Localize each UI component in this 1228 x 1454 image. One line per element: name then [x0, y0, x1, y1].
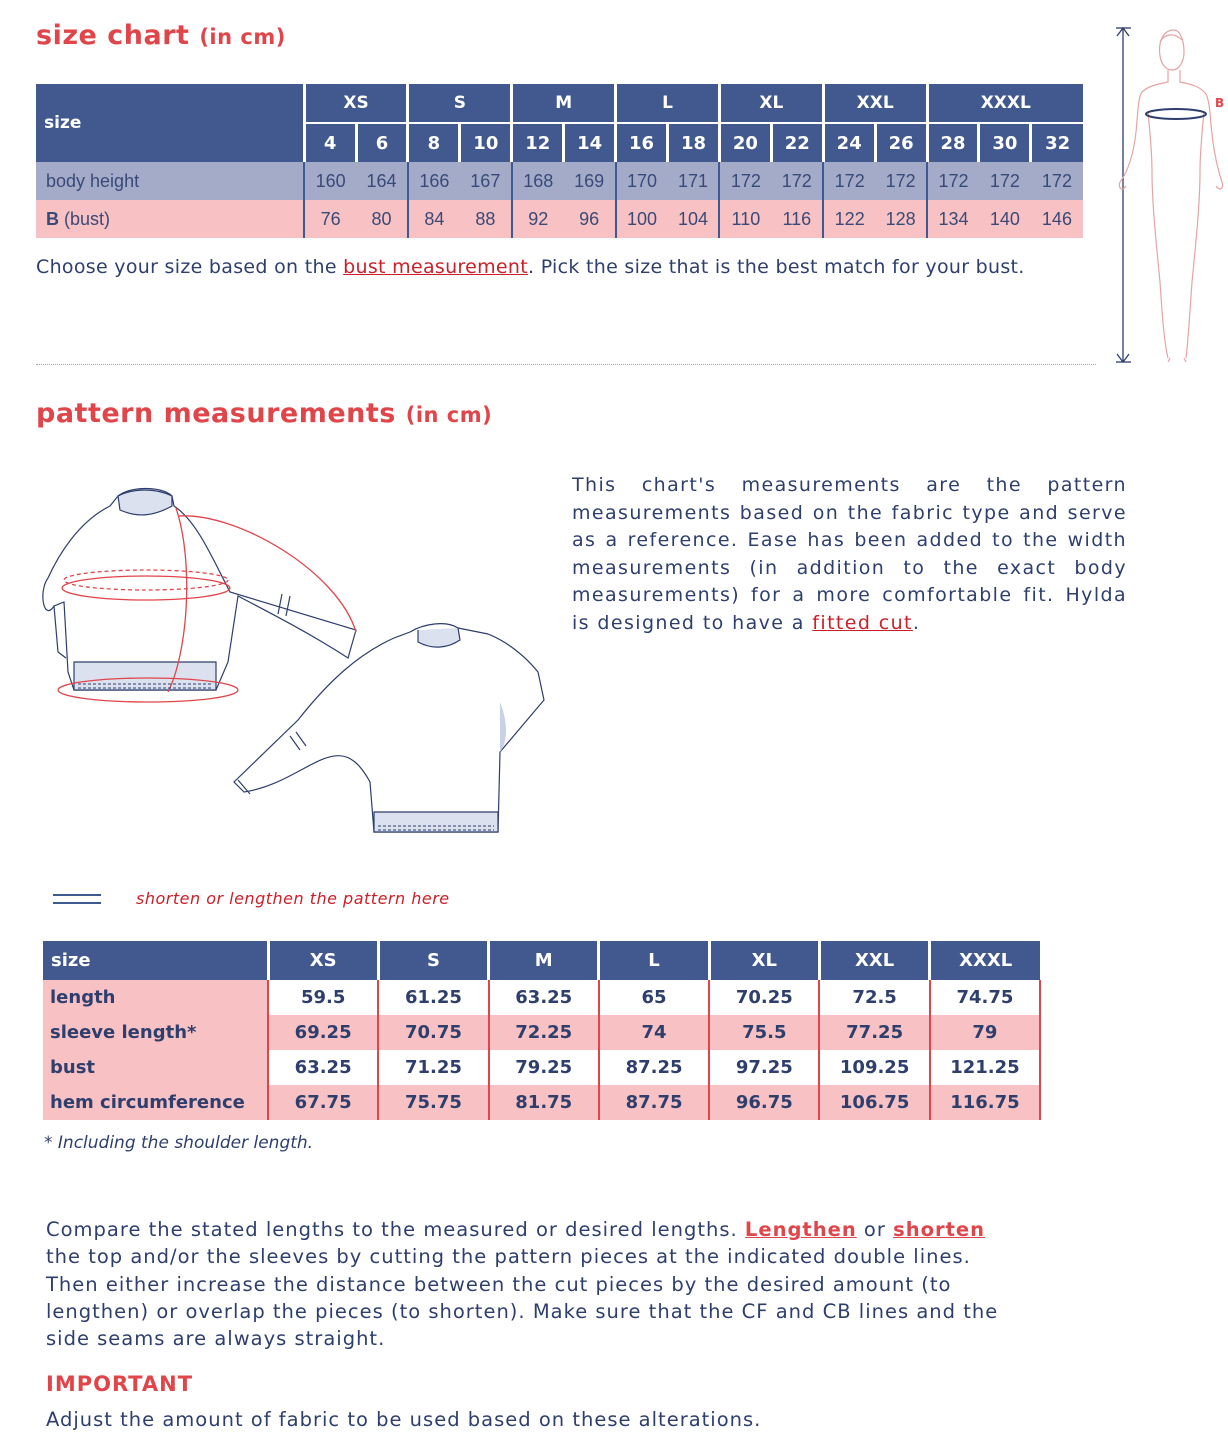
pattern-header-cell: L — [599, 941, 709, 980]
body-height-cell: 172 — [719, 162, 771, 200]
table-cell: 63.25 — [268, 1050, 378, 1085]
table-cell: 74 — [599, 1015, 709, 1050]
bust-cell: 104 — [668, 200, 720, 238]
bust-label-text: (bust) — [64, 208, 111, 229]
table-cell: 72.25 — [489, 1015, 599, 1050]
size-number: 18 — [668, 123, 720, 162]
instructions-or: or — [856, 1218, 894, 1241]
body-height-cell: 172 — [771, 162, 823, 200]
size-group: XS — [304, 84, 408, 123]
body-height-cell: 167 — [460, 162, 512, 200]
size-chart-title: size chart — [36, 20, 190, 51]
row-label-sleeve-length: sleeve length* — [43, 1015, 268, 1050]
table-cell: 75.75 — [378, 1085, 488, 1120]
size-chart-unit: (in cm) — [199, 25, 286, 49]
size-group: L — [616, 84, 720, 123]
table-cell: 70.75 — [378, 1015, 488, 1050]
size-number: 26 — [875, 123, 927, 162]
pattern-heading — [36, 398, 492, 429]
row-label-length: length — [43, 980, 268, 1015]
size-number: 4 — [304, 123, 356, 162]
size-number: 32 — [1031, 123, 1083, 162]
bust-cell: 88 — [460, 200, 512, 238]
pattern-description — [572, 472, 1127, 637]
description-text: This chart's measurements are the pattern measurements based on the fabric type and serve as a reference. Ease has been added to the width measurements (in addition to the exact body measurements) for a more comfortable fit. Hylda is designed to have a — [572, 474, 1127, 634]
size-group: S — [408, 84, 512, 123]
table-cell: 72.5 — [819, 980, 929, 1015]
table-cell: 74.75 — [930, 980, 1040, 1015]
bust-cell: 100 — [616, 200, 668, 238]
size-group: XL — [719, 84, 823, 123]
size-number: 30 — [979, 123, 1031, 162]
pattern-table — [43, 941, 1041, 1120]
bust-cell: 146 — [1031, 200, 1083, 238]
table-cell: 96.75 — [709, 1085, 819, 1120]
bust-cell: 84 — [408, 200, 460, 238]
table-cell: 81.75 — [489, 1085, 599, 1120]
table-cell: 69.25 — [268, 1015, 378, 1050]
table-cell: 79.25 — [489, 1050, 599, 1085]
size-number: 6 — [356, 123, 408, 162]
bust-cell: 140 — [979, 200, 1031, 238]
table-cell: 71.25 — [378, 1050, 488, 1085]
instructions — [46, 1216, 1011, 1352]
body-height-cell: 169 — [564, 162, 616, 200]
pattern-header-cell: XXXL — [930, 941, 1040, 980]
note-text-end: . Pick the size that is the best match for your bust. — [528, 256, 1025, 278]
pattern-header-cell: S — [378, 941, 488, 980]
row-label-hem-circumference: hem circumference — [43, 1085, 268, 1120]
pattern-header-cell: XS — [268, 941, 378, 980]
important-label: IMPORTANT — [46, 1372, 194, 1396]
table-cell: 75.5 — [709, 1015, 819, 1050]
table-cell: 70.25 — [709, 980, 819, 1015]
footnote: * Including the shoulder length. — [44, 1133, 314, 1153]
size-number: 10 — [460, 123, 512, 162]
bust-cell: 96 — [564, 200, 616, 238]
legend-text: shorten or lengthen the pattern here — [136, 889, 450, 908]
bust-row — [36, 200, 1083, 238]
body-height-cell: 160 — [304, 162, 356, 200]
pattern-title: pattern measurements — [36, 398, 396, 429]
size-chart-note — [36, 256, 1025, 278]
table-cell: 61.25 — [378, 980, 488, 1015]
table-row — [43, 1050, 1040, 1085]
table-row — [43, 980, 1040, 1015]
body-height-cell: 172 — [979, 162, 1031, 200]
body-height-label: body height — [36, 162, 304, 200]
pattern-unit: (in cm) — [405, 403, 493, 427]
table-cell: 63.25 — [489, 980, 599, 1015]
table-cell: 121.25 — [930, 1050, 1040, 1085]
bust-cell: 128 — [875, 200, 927, 238]
bust-cell: 110 — [719, 200, 771, 238]
pattern-header-cell: XL — [709, 941, 819, 980]
body-height-row — [36, 162, 1083, 200]
shorten-link[interactable]: shorten — [893, 1218, 986, 1241]
body-height-cell: 172 — [1031, 162, 1083, 200]
size-number: 28 — [927, 123, 979, 162]
section-divider — [36, 364, 1096, 365]
pattern-header-cell: XXL — [819, 941, 929, 980]
double-line-icon — [53, 890, 103, 910]
size-number: 12 — [512, 123, 564, 162]
bust-cell: 122 — [823, 200, 875, 238]
size-group: M — [512, 84, 616, 123]
body-height-cell: 168 — [512, 162, 564, 200]
size-number: 8 — [408, 123, 460, 162]
table-cell: 109.25 — [819, 1050, 929, 1085]
sweater-illustration-icon — [38, 482, 550, 842]
table-cell: 67.75 — [268, 1085, 378, 1120]
bust-label — [36, 200, 304, 238]
table-cell: 59.5 — [268, 980, 378, 1015]
pattern-header-row — [43, 941, 1040, 980]
size-chart-table — [36, 84, 1083, 238]
size-number: 14 — [564, 123, 616, 162]
size-group: XXL — [823, 84, 927, 123]
size-number: 16 — [616, 123, 668, 162]
bust-cell: 76 — [304, 200, 356, 238]
description-end: . — [912, 611, 921, 634]
body-height-cell: 166 — [408, 162, 460, 200]
instructions-text: Compare the stated lengths to the measured or desired lengths. — [46, 1218, 745, 1241]
lengthen-link[interactable]: Lengthen — [744, 1218, 857, 1241]
table-row — [43, 1015, 1040, 1050]
instructions-text-2: the top and/or the sleeves by cutting the pattern pieces at the indicated double lines. Then either increase the distance between the cut pieces by the desired amount (to lengthen) or overlap the pieces (to shorten). Make sure that the CF and CB lines and the side seams are always straight. — [46, 1245, 999, 1351]
important-text: Adjust the amount of fabric to be used based on these alterations. — [46, 1408, 762, 1431]
size-chart-size-label: size — [36, 84, 304, 162]
table-cell: 65 — [599, 980, 709, 1015]
body-height-cell: 164 — [356, 162, 408, 200]
bust-cell: 116 — [771, 200, 823, 238]
bust-cell: 80 — [356, 200, 408, 238]
size-number: 20 — [719, 123, 771, 162]
body-height-cell: 172 — [875, 162, 927, 200]
table-cell: 87.75 — [599, 1085, 709, 1120]
bust-cell: 134 — [927, 200, 979, 238]
table-row — [43, 1085, 1040, 1120]
size-number: 22 — [771, 123, 823, 162]
table-cell: 97.25 — [709, 1050, 819, 1085]
body-height-cell: 171 — [668, 162, 720, 200]
table-cell: 87.25 — [599, 1050, 709, 1085]
size-number: 24 — [823, 123, 875, 162]
table-cell: 79 — [930, 1015, 1040, 1050]
bust-cell: 92 — [512, 200, 564, 238]
body-height-cell: 172 — [927, 162, 979, 200]
bust-marker-label: B — [1215, 96, 1225, 110]
body-height-cell: 170 — [616, 162, 668, 200]
table-cell: 116.75 — [930, 1085, 1040, 1120]
body-figure-icon — [1108, 22, 1226, 368]
table-cell: 77.25 — [819, 1015, 929, 1050]
size-group: XXXL — [927, 84, 1083, 123]
pattern-header-cell: M — [489, 941, 599, 980]
pattern-size-label: size — [43, 941, 268, 980]
fitted-cut-link[interactable]: fitted cut — [812, 611, 913, 634]
table-cell: 106.75 — [819, 1085, 929, 1120]
note-text: Choose your size based on the — [36, 256, 344, 278]
row-label-bust: bust — [43, 1050, 268, 1085]
bust-measurement-link[interactable]: bust measurement — [343, 256, 529, 278]
size-chart-heading — [36, 20, 286, 51]
body-height-cell: 172 — [823, 162, 875, 200]
bust-label-letter: B — [46, 208, 59, 229]
